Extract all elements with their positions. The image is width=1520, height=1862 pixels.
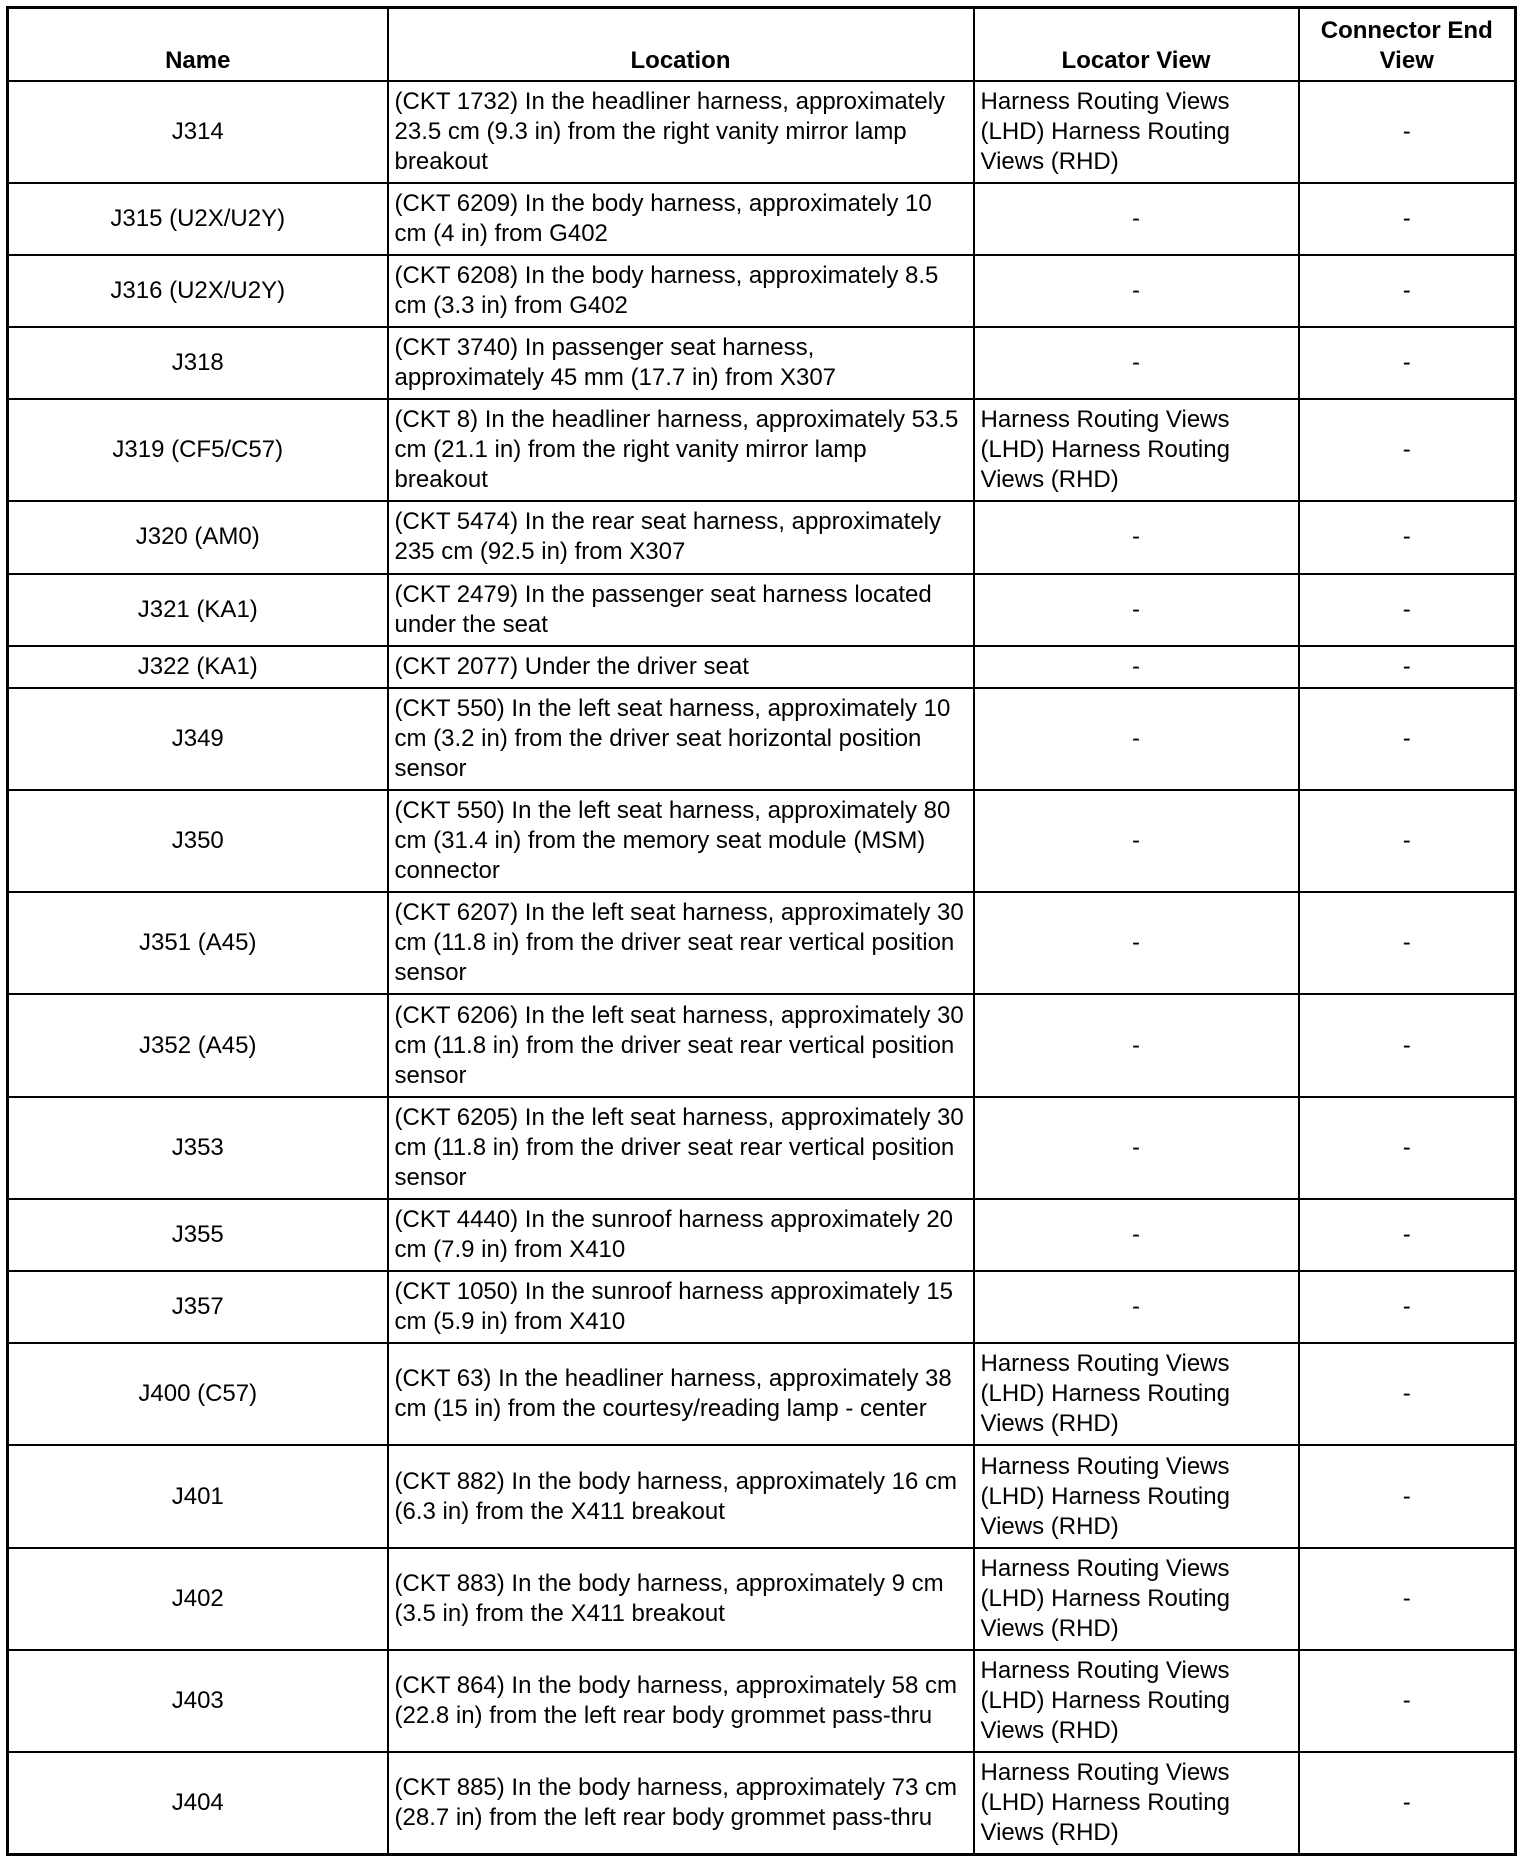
splice-name-cell: J404 [8,1752,388,1854]
table-body [8,81,1516,1855]
splice-name-cell: J349 [8,688,388,790]
splice-location-table-container [6,6,1514,1856]
connector-end-view-cell: - [1299,1445,1516,1547]
splice-name-cell: J402 [8,1548,388,1650]
location-cell: (CKT 2077) Under the driver seat [388,646,974,688]
table-row [8,1271,1516,1343]
table-row [8,1548,1516,1650]
locator-view-cell: - [974,790,1299,892]
table-row [8,1343,1516,1445]
locator-view-cell: - [974,183,1299,255]
splice-name-cell: J352 (A45) [8,994,388,1096]
locator-view-cell: - [974,646,1299,688]
table-row [8,688,1516,790]
splice-name-cell: J315 (U2X/U2Y) [8,183,388,255]
connector-end-view-cell: - [1299,994,1516,1096]
table-row [8,1445,1516,1547]
location-cell: (CKT 864) In the body harness, approximately 58 cm (22.8 in) from the left rear body grommet pass-thru [388,1650,974,1752]
connector-end-view-cell: - [1299,1548,1516,1650]
location-cell: (CKT 1732) In the headliner harness, approximately 23.5 cm (9.3 in) from the right vanity mirror lamp breakout [388,81,974,183]
locator-view-cell: - [974,1199,1299,1271]
locator-view-cell: Harness Routing Views (LHD) Harness Routing Views (RHD) [974,1445,1299,1547]
splice-name-cell: J316 (U2X/U2Y) [8,255,388,327]
table-row [8,399,1516,501]
table-row [8,501,1516,573]
location-cell: (CKT 3740) In passenger seat harness, approximately 45 mm (17.7 in) from X307 [388,327,974,399]
connector-end-view-cell: - [1299,1097,1516,1199]
header-row [8,8,1516,81]
location-cell: (CKT 8) In the headliner harness, approximately 53.5 cm (21.1 in) from the right vanity mirror lamp breakout [388,399,974,501]
locator-view-cell: Harness Routing Views (LHD) Harness Routing Views (RHD) [974,1343,1299,1445]
table-row [8,255,1516,327]
splice-name-cell: J350 [8,790,388,892]
splice-name-cell: J401 [8,1445,388,1547]
connector-end-view-cell: - [1299,1650,1516,1752]
connector-end-view-cell: - [1299,688,1516,790]
location-cell: (CKT 883) In the body harness, approximately 9 cm (3.5 in) from the X411 breakout [388,1548,974,1650]
splice-name-cell: J357 [8,1271,388,1343]
connector-end-view-cell: - [1299,81,1516,183]
table-row [8,183,1516,255]
table-row [8,994,1516,1096]
connector-end-view-cell: - [1299,892,1516,994]
location-cell: (CKT 882) In the body harness, approximately 16 cm (6.3 in) from the X411 breakout [388,1445,974,1547]
column-header-location: Location [388,8,974,81]
location-cell: (CKT 6207) In the left seat harness, approximately 30 cm (11.8 in) from the driver seat rear vertical position sensor [388,892,974,994]
splice-name-cell: J322 (KA1) [8,646,388,688]
splice-name-cell: J353 [8,1097,388,1199]
connector-end-view-cell: - [1299,1752,1516,1854]
table-row [8,574,1516,646]
table-row [8,327,1516,399]
column-header-locator-view: Locator View [974,8,1299,81]
location-cell: (CKT 6205) In the left seat harness, approximately 30 cm (11.8 in) from the driver seat rear vertical position sensor [388,1097,974,1199]
splice-name-cell: J355 [8,1199,388,1271]
splice-name-cell: J351 (A45) [8,892,388,994]
locator-view-cell: - [974,892,1299,994]
table-row [8,81,1516,183]
table-row [8,1097,1516,1199]
connector-end-view-cell: - [1299,790,1516,892]
connector-end-view-cell: - [1299,1199,1516,1271]
connector-end-view-cell: - [1299,183,1516,255]
location-cell: (CKT 550) In the left seat harness, approximately 80 cm (31.4 in) from the memory seat module (MSM) connector [388,790,974,892]
column-header-name: Name [8,8,388,81]
locator-view-cell: - [974,501,1299,573]
location-cell: (CKT 5474) In the rear seat harness, approximately 235 cm (92.5 in) from X307 [388,501,974,573]
splice-name-cell: J320 (AM0) [8,501,388,573]
connector-end-view-cell: - [1299,501,1516,573]
location-cell: (CKT 6206) In the left seat harness, approximately 30 cm (11.8 in) from the driver seat rear vertical position sensor [388,994,974,1096]
table-row [8,892,1516,994]
table-row [8,1199,1516,1271]
location-cell: (CKT 6208) In the body harness, approximately 8.5 cm (3.3 in) from G402 [388,255,974,327]
locator-view-cell: Harness Routing Views (LHD) Harness Routing Views (RHD) [974,399,1299,501]
locator-view-cell: Harness Routing Views (LHD) Harness Routing Views (RHD) [974,1548,1299,1650]
table-row [8,1752,1516,1854]
splice-name-cell: J321 (KA1) [8,574,388,646]
locator-view-cell: - [974,574,1299,646]
splice-name-cell: J403 [8,1650,388,1752]
locator-view-cell: Harness Routing Views (LHD) Harness Routing Views (RHD) [974,81,1299,183]
connector-end-view-cell: - [1299,646,1516,688]
locator-view-cell: Harness Routing Views (LHD) Harness Routing Views (RHD) [974,1752,1299,1854]
location-cell: (CKT 1050) In the sunroof harness approximately 15 cm (5.9 in) from X410 [388,1271,974,1343]
location-cell: (CKT 885) In the body harness, approximately 73 cm (28.7 in) from the left rear body grommet pass-thru [388,1752,974,1854]
splice-name-cell: J314 [8,81,388,183]
locator-view-cell: - [974,327,1299,399]
connector-end-view-cell: - [1299,574,1516,646]
connector-end-view-cell: - [1299,1271,1516,1343]
table-row [8,1650,1516,1752]
locator-view-cell: - [974,688,1299,790]
locator-view-cell: - [974,1271,1299,1343]
splice-location-table [6,6,1517,1856]
locator-view-cell: - [974,255,1299,327]
location-cell: (CKT 4440) In the sunroof harness approximately 20 cm (7.9 in) from X410 [388,1199,974,1271]
splice-name-cell: J319 (CF5/C57) [8,399,388,501]
splice-name-cell: J400 (C57) [8,1343,388,1445]
locator-view-cell: - [974,994,1299,1096]
connector-end-view-cell: - [1299,1343,1516,1445]
connector-end-view-cell: - [1299,327,1516,399]
location-cell: (CKT 6209) In the body harness, approximately 10 cm (4 in) from G402 [388,183,974,255]
location-cell: (CKT 63) In the headliner harness, approximately 38 cm (15 in) from the courtesy/reading lamp - center [388,1343,974,1445]
table-row [8,790,1516,892]
locator-view-cell: Harness Routing Views (LHD) Harness Routing Views (RHD) [974,1650,1299,1752]
location-cell: (CKT 2479) In the passenger seat harness located under the seat [388,574,974,646]
connector-end-view-cell: - [1299,399,1516,501]
connector-end-view-cell: - [1299,255,1516,327]
column-header-connector-end-view: Connector End View [1299,8,1516,81]
table-row [8,646,1516,688]
location-cell: (CKT 550) In the left seat harness, approximately 10 cm (3.2 in) from the driver seat horizontal position sensor [388,688,974,790]
splice-name-cell: J318 [8,327,388,399]
locator-view-cell: - [974,1097,1299,1199]
